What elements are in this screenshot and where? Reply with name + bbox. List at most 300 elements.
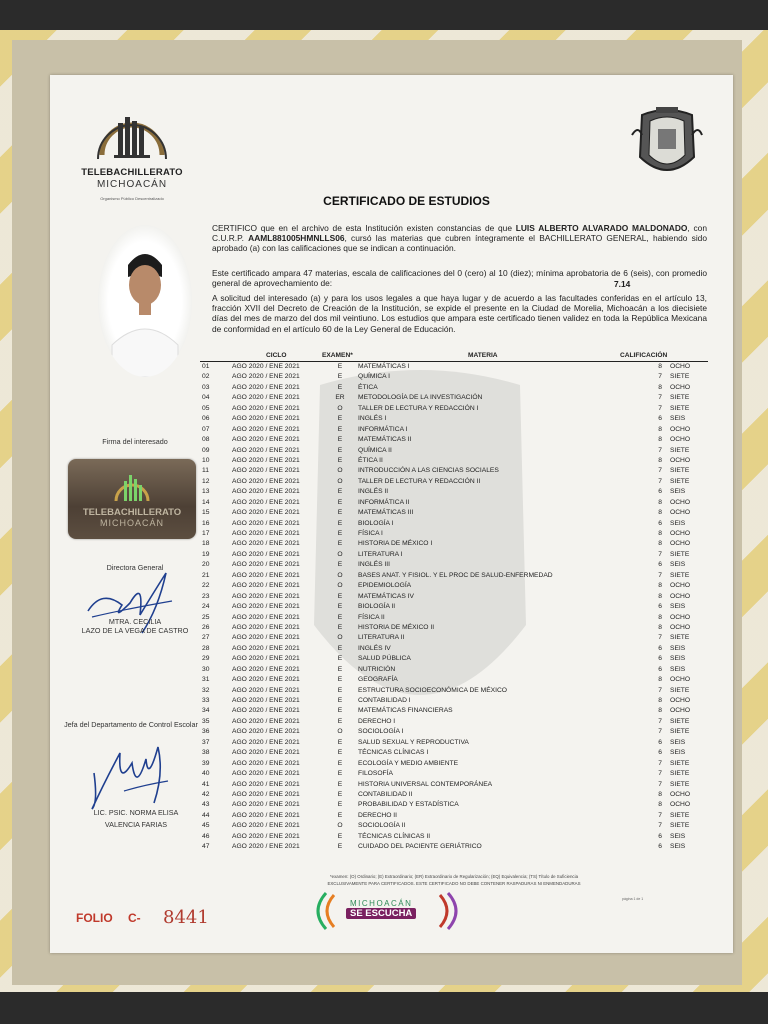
- row-subject: TALLER DE LECTURA Y REDACCIÓN II: [358, 477, 481, 485]
- row-grade: 7: [658, 394, 662, 402]
- row-subject: FILOSOFÍA: [358, 770, 393, 778]
- row-number: 20: [202, 561, 210, 569]
- telebachillerato-logo: [76, 103, 186, 203]
- row-grade: 7: [658, 477, 662, 485]
- row-ciclo: AGO 2020 / ENE 2021: [232, 728, 300, 736]
- row-grade-text: SEIS: [670, 843, 686, 851]
- row-exam-type: E: [337, 707, 343, 715]
- row-grade-text: SIETE: [670, 477, 690, 485]
- director-title: Directora General: [106, 563, 164, 572]
- student-photo: [98, 225, 192, 377]
- row-grade: 7: [658, 728, 662, 736]
- row-grade-text: SIETE: [670, 686, 690, 694]
- row-ciclo: AGO 2020 / ENE 2021: [232, 467, 300, 475]
- row-exam-type: E: [337, 613, 343, 621]
- table-row: [200, 560, 708, 570]
- certify-text: CERTIFICO que en el archivo de esta Institución existen constancias de que: [212, 223, 516, 233]
- table-row: [200, 675, 708, 685]
- row-grade-text: OCHO: [670, 425, 691, 433]
- row-grade: 8: [658, 613, 662, 621]
- row-grade-text: OCHO: [670, 676, 691, 684]
- row-grade-text: SIETE: [670, 717, 690, 725]
- row-ciclo: AGO 2020 / ENE 2021: [232, 770, 300, 778]
- table-row: [200, 372, 708, 382]
- row-subject: ESTRUCTURA SOCIOECONÓMICA DE MÉXICO: [358, 686, 507, 694]
- table-row: [200, 602, 708, 612]
- row-exam-type: E: [337, 592, 343, 600]
- row-grade: 8: [658, 582, 662, 590]
- row-number: 28: [202, 644, 210, 652]
- row-exam-type: E: [337, 811, 343, 819]
- table-row: [200, 717, 708, 727]
- row-subject: QUÍMICA II: [358, 446, 392, 454]
- row-subject: SALUD PÚBLICA: [358, 655, 411, 663]
- row-grade: 7: [658, 467, 662, 475]
- table-row: [200, 654, 708, 664]
- table-row: [200, 623, 708, 633]
- table-row: [200, 425, 708, 435]
- row-subject: INGLÉS II: [358, 488, 389, 496]
- row-exam-type: O: [337, 467, 343, 475]
- row-ciclo: AGO 2020 / ENE 2021: [232, 832, 300, 840]
- table-row: [200, 508, 708, 518]
- row-exam-type: E: [337, 519, 343, 527]
- row-exam-type: E: [337, 644, 343, 652]
- row-grade: 7: [658, 759, 662, 767]
- row-subject: INGLÉS III: [358, 561, 390, 569]
- row-grade-text: OCHO: [670, 530, 691, 537]
- row-grade-text: OCHO: [670, 707, 691, 715]
- student-curp: AAML881005HMNLLS06: [248, 233, 345, 244]
- row-number: 14: [202, 498, 210, 506]
- director-name-line-1: MTRA. CECILIA: [108, 617, 162, 626]
- row-subject: LITERATURA I: [358, 550, 403, 558]
- row-ciclo: AGO 2020 / ENE 2021: [232, 603, 300, 611]
- row-number: 45: [202, 822, 210, 830]
- table-row: [200, 362, 708, 372]
- row-grade-text: SEIS: [670, 749, 686, 757]
- row-grade: 6: [658, 749, 662, 757]
- row-grade: 8: [658, 425, 662, 433]
- row-ciclo: AGO 2020 / ENE 2021: [232, 383, 300, 391]
- row-exam-type: E: [337, 456, 343, 464]
- row-subject: TÉCNICAS CLÍNICAS II: [358, 832, 431, 840]
- header-materia: MATERIA: [468, 352, 498, 359]
- telebachillerato-badge: [68, 459, 196, 539]
- row-number: 16: [202, 519, 210, 527]
- table-row: [200, 529, 708, 539]
- row-grade: 7: [658, 446, 662, 454]
- row-ciclo: AGO 2020 / ENE 2021: [232, 697, 300, 704]
- row-number: 46: [202, 832, 210, 840]
- row-grade: 8: [658, 707, 662, 715]
- row-subject: CONTABILIDAD I: [358, 697, 411, 704]
- row-exam-type: O: [337, 634, 343, 642]
- row-ciclo: AGO 2020 / ENE 2021: [232, 738, 300, 746]
- table-header: [200, 350, 708, 362]
- row-grade: 7: [658, 811, 662, 819]
- row-subject: BIOLOGÍA II: [358, 603, 396, 611]
- row-exam-type: E: [337, 749, 343, 757]
- table-row: [200, 696, 708, 706]
- row-grade-text: OCHO: [670, 592, 691, 600]
- row-grade-text: SIETE: [670, 780, 690, 788]
- row-exam-type: E: [337, 436, 343, 444]
- row-ciclo: AGO 2020 / ENE 2021: [232, 394, 300, 402]
- folio-prefix: C-: [128, 911, 141, 925]
- student-signature-label: Firma del interesado: [102, 437, 168, 446]
- row-grade-text: SIETE: [670, 550, 690, 558]
- row-grade-text: SIETE: [670, 571, 690, 579]
- row-grade: 8: [658, 530, 662, 537]
- row-grade: 7: [658, 770, 662, 778]
- row-grade-text: SEIS: [670, 415, 686, 423]
- row-number: 40: [202, 770, 210, 778]
- row-subject: INGLÉS IV: [358, 644, 391, 652]
- row-number: 37: [202, 738, 210, 746]
- row-grade-text: SEIS: [670, 488, 686, 496]
- row-grade: 8: [658, 676, 662, 684]
- control-office-title: Jefa del Departamento de Control Escolar: [64, 720, 198, 729]
- row-exam-type: E: [337, 759, 343, 767]
- row-number: 30: [202, 665, 210, 673]
- row-subject: MATEMÁTICAS FINANCIERAS: [358, 707, 453, 715]
- row-number: 08: [202, 436, 210, 444]
- row-ciclo: AGO 2020 / ENE 2021: [232, 456, 300, 464]
- row-ciclo: AGO 2020 / ENE 2021: [232, 623, 300, 631]
- row-grade: 8: [658, 592, 662, 600]
- row-grade: 8: [658, 540, 662, 548]
- row-number: 09: [202, 446, 210, 454]
- row-subject: METODOLOGÍA DE LA INVESTIGACIÓN: [358, 394, 483, 402]
- row-subject: NUTRICIÓN: [358, 665, 396, 673]
- row-number: 27: [202, 634, 210, 642]
- michoacan-coat-of-arms-icon: [628, 105, 706, 185]
- table-row: [200, 821, 708, 831]
- row-subject: LITERATURA II: [358, 634, 405, 642]
- row-grade-text: OCHO: [670, 540, 691, 548]
- row-grade: 7: [658, 634, 662, 642]
- row-subject: CONTABILIDAD II: [358, 790, 413, 798]
- row-exam-type: E: [337, 665, 343, 673]
- row-grade: 8: [658, 790, 662, 798]
- row-subject: INFORMÁTICA I: [358, 425, 408, 433]
- row-ciclo: AGO 2020 / ENE 2021: [232, 550, 300, 558]
- table-row: [200, 519, 708, 529]
- table-row: [200, 592, 708, 602]
- row-grade-text: SEIS: [670, 665, 686, 673]
- row-exam-type: O: [337, 477, 343, 485]
- row-exam-type: E: [337, 540, 343, 548]
- row-grade: 8: [658, 363, 662, 370]
- row-grade: 6: [658, 655, 662, 663]
- row-ciclo: AGO 2020 / ENE 2021: [232, 801, 300, 809]
- table-row: [200, 644, 708, 654]
- row-grade: 8: [658, 509, 662, 517]
- row-grade-text: SIETE: [670, 446, 690, 454]
- row-number: 36: [202, 728, 210, 736]
- badge-logo-icon: [112, 467, 152, 505]
- row-exam-type: E: [337, 801, 343, 809]
- row-grade-text: SIETE: [670, 759, 690, 767]
- row-grade-text: SIETE: [670, 373, 690, 381]
- table-row: [200, 727, 708, 737]
- row-subject: ECOLOGÍA Y MEDIO AMBIENTE: [358, 759, 459, 767]
- row-grade: 7: [658, 373, 662, 381]
- table-row: [200, 414, 708, 424]
- row-exam-type: E: [337, 373, 343, 381]
- row-number: 34: [202, 707, 210, 715]
- row-ciclo: AGO 2020 / ENE 2021: [232, 488, 300, 496]
- row-grade-text: SIETE: [670, 467, 690, 475]
- row-subject: DERECHO I: [358, 717, 396, 725]
- row-ciclo: AGO 2020 / ENE 2021: [232, 592, 300, 600]
- row-number: 01: [202, 363, 210, 370]
- row-number: 33: [202, 697, 210, 704]
- director-name-line-2: LAZO DE LA VEGA DE CASTRO: [81, 626, 189, 635]
- row-grade-text: OCHO: [670, 363, 691, 370]
- row-grade-text: OCHO: [670, 790, 691, 798]
- row-grade: 8: [658, 801, 662, 809]
- scope-paragraph: Este certificado ampara 47 materias, escala de calificaciones del 0 (cero) al 10 (diez); mínima aprobatoria de 6 (seis), con promedio general de aprovechamiento de:: [212, 268, 707, 289]
- row-subject: DERECHO II: [358, 811, 398, 819]
- row-grade: 7: [658, 571, 662, 579]
- grades-table: [200, 350, 708, 853]
- row-ciclo: AGO 2020 / ENE 2021: [232, 477, 300, 485]
- table-body: [200, 362, 708, 853]
- table-row: [200, 665, 708, 675]
- row-grade: 7: [658, 717, 662, 725]
- row-exam-type: E: [337, 717, 343, 725]
- row-number: 39: [202, 759, 210, 767]
- row-ciclo: AGO 2020 / ENE 2021: [232, 519, 300, 527]
- row-ciclo: AGO 2020 / ENE 2021: [232, 676, 300, 684]
- row-exam-type: E: [337, 363, 343, 370]
- row-number: 42: [202, 790, 210, 798]
- row-subject: MATEMÁTICAS II: [358, 436, 412, 444]
- table-row: [200, 446, 708, 456]
- table-row: [200, 581, 708, 591]
- row-ciclo: AGO 2020 / ENE 2021: [232, 613, 300, 621]
- row-number: 12: [202, 477, 210, 485]
- row-exam-type: E: [337, 686, 343, 694]
- row-grade-text: SEIS: [670, 561, 686, 569]
- row-ciclo: AGO 2020 / ENE 2021: [232, 571, 300, 579]
- row-grade: 8: [658, 623, 662, 631]
- row-number: 29: [202, 655, 210, 663]
- row-number: 47: [202, 843, 210, 851]
- row-ciclo: AGO 2020 / ENE 2021: [232, 540, 300, 548]
- row-ciclo: AGO 2020 / ENE 2021: [232, 373, 300, 381]
- row-exam-type: E: [337, 488, 343, 496]
- badge-subtitle: MICHOACÁN: [99, 518, 164, 528]
- control-name-line-2: VALENCIA FARIAS: [104, 820, 168, 829]
- row-ciclo: AGO 2020 / ENE 2021: [232, 665, 300, 673]
- row-grade-text: OCHO: [670, 509, 691, 517]
- row-exam-type: O: [337, 582, 343, 590]
- row-subject: BASES ANAT. Y FISIOL. Y EL PROC DE SALUD-ENFERMEDAD: [358, 571, 553, 579]
- row-exam-type: E: [337, 843, 343, 851]
- row-ciclo: AGO 2020 / ENE 2021: [232, 759, 300, 767]
- table-row: [200, 435, 708, 445]
- logo-title: TELEBACHILLERATO: [81, 167, 183, 178]
- control-name-line-1: LIC. PSIC. NORMA ELISA: [93, 808, 179, 817]
- legal-paragraph: A solicitud del interesado (a) y para los usos legales a que haya lugar y de acuerdo a las facultades conferidas en el artículo 13, fracción XVII del Decreto de Creación de la Institución, se expide el presente en la Ciudad de Morelia, Michoacán a los diecisiete días del mes de marzo del dos mil veintiuno. Los estudios que ampara este certificado tienen validez en toda la República Mexicana de conformidad en el artículo 60 de la Ley General de Educación.: [212, 293, 707, 334]
- row-grade: 6: [658, 832, 662, 840]
- validity-notice: EXCLUSIVAMENTE PARA CERTIFICADOS. ESTE CERTIFICADO NO DEBE CONTENER RASPADURAS NI ENMENDADURAS: [327, 881, 581, 886]
- row-number: 22: [202, 582, 210, 590]
- row-exam-type: E: [337, 498, 343, 506]
- row-number: 31: [202, 676, 210, 684]
- row-grade: 8: [658, 498, 662, 506]
- row-exam-type: E: [337, 697, 343, 704]
- row-number: 11: [202, 467, 209, 475]
- row-exam-type: E: [337, 383, 343, 391]
- table-row: [200, 613, 708, 623]
- row-grade-text: OCHO: [670, 383, 691, 391]
- row-ciclo: AGO 2020 / ENE 2021: [232, 644, 300, 652]
- table-row: [200, 759, 708, 769]
- row-exam-type: E: [337, 603, 343, 611]
- row-subject: MATEMÁTICAS IV: [358, 592, 414, 600]
- row-exam-type: E: [337, 738, 343, 746]
- row-ciclo: AGO 2020 / ENE 2021: [232, 811, 300, 819]
- row-subject: MATEMÁTICAS III: [358, 509, 414, 517]
- row-grade-text: SIETE: [670, 728, 690, 736]
- row-subject: GEOGRAFÍA: [358, 676, 398, 684]
- row-grade: 6: [658, 644, 662, 652]
- row-number: 04: [202, 394, 210, 402]
- general-average: 7.14: [614, 279, 631, 289]
- header-ciclo: CICLO: [266, 352, 287, 359]
- row-subject: TALLER DE LECTURA Y REDACCIÓN I: [358, 404, 479, 412]
- table-row: [200, 832, 708, 842]
- row-number: 24: [202, 603, 210, 611]
- row-grade: 6: [658, 561, 662, 569]
- row-number: 02: [202, 373, 210, 381]
- row-subject: FÍSICA II: [358, 613, 385, 621]
- row-number: 23: [202, 592, 210, 600]
- row-ciclo: AGO 2020 / ENE 2021: [232, 363, 300, 370]
- row-number: 38: [202, 749, 210, 757]
- table-row: [200, 800, 708, 810]
- table-row: [200, 738, 708, 748]
- table-row: [200, 811, 708, 821]
- row-subject: EPIDEMIOLOGÍA: [358, 582, 412, 590]
- row-ciclo: AGO 2020 / ENE 2021: [232, 436, 300, 444]
- row-exam-type: ER: [335, 394, 345, 402]
- header-examen: EXAMEN*: [322, 352, 353, 359]
- student-portrait: [98, 225, 192, 377]
- row-number: 03: [202, 383, 210, 391]
- row-number: 10: [202, 456, 210, 464]
- row-exam-type: E: [337, 446, 343, 454]
- logo-tagline: Organismo Público Descentralizado: [100, 196, 164, 201]
- row-ciclo: AGO 2020 / ENE 2021: [232, 509, 300, 517]
- row-grade-text: OCHO: [670, 456, 691, 464]
- folio-label: FOLIO: [76, 911, 113, 925]
- row-grade-text: SIETE: [670, 822, 690, 830]
- row-grade-text: SEIS: [670, 603, 686, 611]
- table-row: [200, 539, 708, 549]
- row-ciclo: AGO 2020 / ENE 2021: [232, 446, 300, 454]
- table-row: [200, 842, 708, 852]
- row-number: 15: [202, 509, 210, 517]
- table-row: [200, 706, 708, 716]
- row-grade: 8: [658, 697, 662, 704]
- folio-number: 8441: [163, 907, 209, 928]
- row-number: 07: [202, 425, 210, 433]
- row-exam-type: E: [337, 530, 343, 537]
- row-subject: INGLÉS I: [358, 415, 387, 423]
- row-number: 06: [202, 415, 210, 423]
- row-ciclo: AGO 2020 / ENE 2021: [232, 686, 300, 694]
- logo-building-icon: [94, 103, 170, 165]
- row-exam-type: E: [337, 509, 343, 517]
- row-exam-type: E: [337, 790, 343, 798]
- row-number: 32: [202, 686, 210, 694]
- table-row: [200, 550, 708, 560]
- row-subject: SALUD SEXUAL Y REPRODUCTIVA: [358, 738, 469, 746]
- row-grade-text: SIETE: [670, 634, 690, 642]
- row-ciclo: AGO 2020 / ENE 2021: [232, 634, 300, 642]
- row-grade: 6: [658, 665, 662, 673]
- row-exam-type: E: [337, 561, 343, 569]
- row-number: 18: [202, 540, 210, 548]
- campaign-bottom-text: SE ESCUCHA: [346, 908, 416, 919]
- row-exam-type: O: [337, 404, 343, 412]
- row-grade: 7: [658, 686, 662, 694]
- row-grade-text: SIETE: [670, 404, 690, 412]
- row-ciclo: AGO 2020 / ENE 2021: [232, 415, 300, 423]
- row-number: 26: [202, 623, 210, 631]
- row-grade: 8: [658, 436, 662, 444]
- row-number: 21: [202, 571, 210, 579]
- page-label: página 1 de 1: [622, 897, 644, 901]
- row-ciclo: AGO 2020 / ENE 2021: [232, 561, 300, 569]
- row-exam-type: O: [337, 728, 343, 736]
- row-exam-type: E: [337, 780, 343, 788]
- row-grade-text: SEIS: [670, 519, 686, 527]
- certificate-title: CERTIFICADO DE ESTUDIOS: [323, 194, 490, 208]
- row-ciclo: AGO 2020 / ENE 2021: [232, 404, 300, 412]
- michoacan-se-escucha-logo: [312, 885, 462, 935]
- row-grade: 6: [658, 488, 662, 496]
- logo-subtitle: MICHOACÁN: [96, 179, 168, 190]
- row-number: 43: [202, 801, 210, 809]
- row-ciclo: AGO 2020 / ENE 2021: [232, 780, 300, 788]
- student-name: LUIS ALBERTO ALVARADO MALDONADO: [515, 223, 688, 233]
- row-grade-text: OCHO: [670, 436, 691, 444]
- row-subject: FÍSICA I: [358, 530, 383, 537]
- table-row: [200, 477, 708, 487]
- row-subject: HISTORIA DE MÉXICO II: [358, 623, 435, 631]
- row-subject: PROBABILIDAD Y ESTADÍSTICA: [358, 801, 459, 809]
- campaign-top-text: MICHOACÁN: [350, 899, 413, 908]
- row-grade-text: SIETE: [670, 770, 690, 778]
- row-grade-text: SIETE: [670, 811, 690, 819]
- control-office-signature: [84, 733, 184, 813]
- row-grade: 6: [658, 738, 662, 746]
- row-ciclo: AGO 2020 / ENE 2021: [232, 790, 300, 798]
- certificate-paper: [50, 75, 733, 953]
- row-subject: INFORMÁTICA II: [358, 498, 410, 506]
- table-row: [200, 571, 708, 581]
- row-grade: 7: [658, 550, 662, 558]
- table-row: [200, 383, 708, 393]
- table-row: [200, 686, 708, 696]
- row-ciclo: AGO 2020 / ENE 2021: [232, 717, 300, 725]
